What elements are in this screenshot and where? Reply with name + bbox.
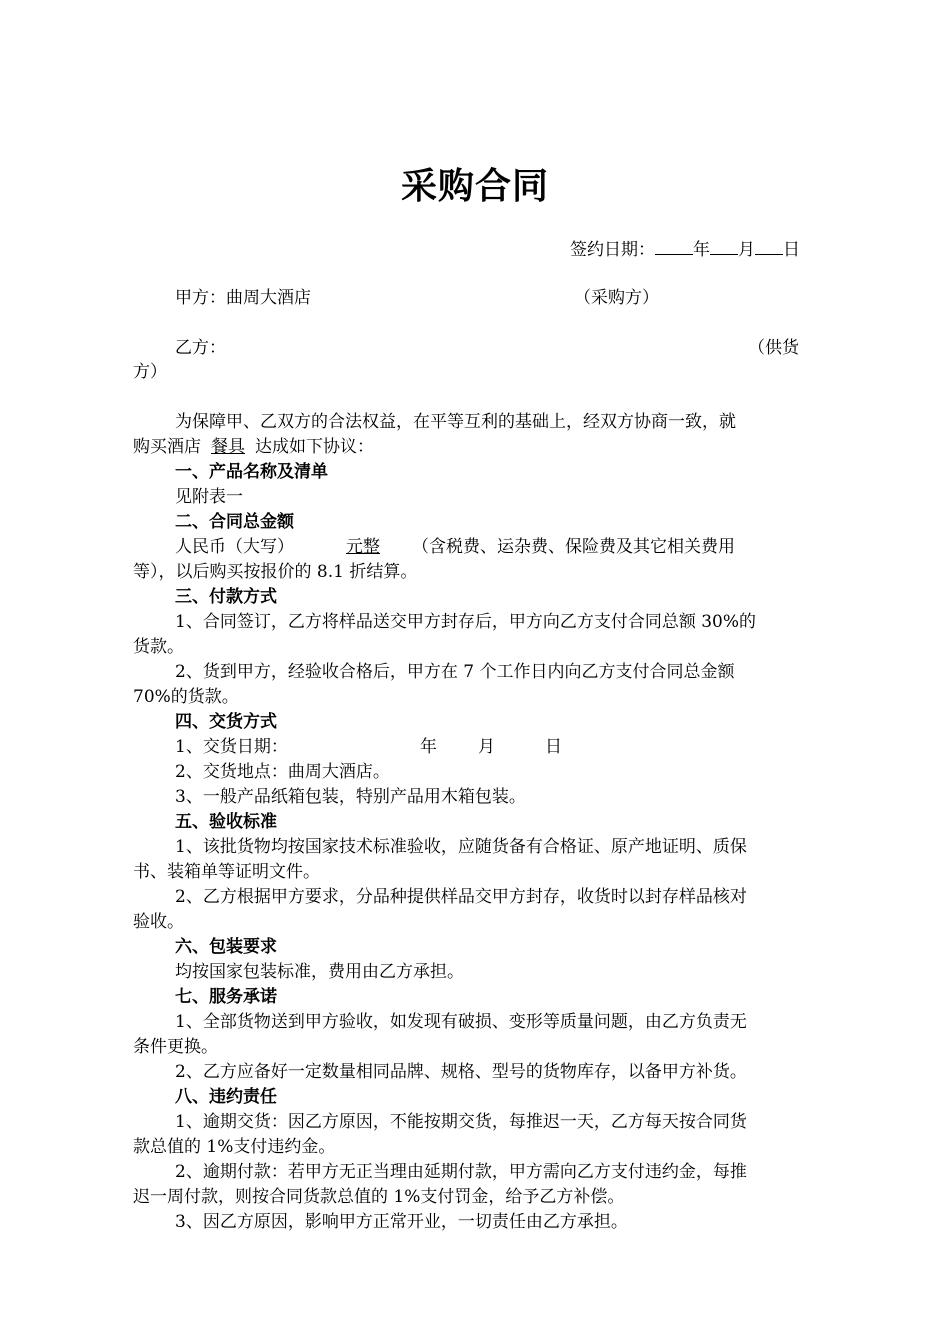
intro-item: 餐具: [211, 437, 245, 457]
section-8-heading: 八、违约责任: [175, 1087, 277, 1107]
section-4-item-3: 3、一般产品纸箱包装，特别产品用木箱包装。: [175, 787, 526, 807]
section-8-p2-line-1: 2、逾期付款：若甲方无正当理由延期付款，甲方需向乙方支付违约金，每推: [175, 1162, 747, 1182]
section-4-heading: 四、交货方式: [175, 712, 277, 732]
section-3-p2-line-2: 70%的货款。: [133, 687, 239, 707]
intro-line-2: [133, 435, 374, 459]
sign-month-blank: [710, 236, 738, 255]
section-7-heading: 七、服务承诺: [175, 987, 277, 1007]
section-7-p1-line-1: 1、全部货物送到甲方验收，如发现有破损、变形等质量问题，由乙方负责无: [175, 1012, 747, 1032]
section-5-p1-line-1: 1、该批货物均按国家技术标准验收，应随货备有合格证、原产地证明、质保: [175, 837, 747, 857]
section-3-p1-line-2: 货款。: [133, 637, 184, 657]
sign-month: 月: [738, 240, 755, 260]
section-8-p1-line-1: 1、逾期交货：因乙方原因，不能按期交货，每推迟一天，乙方每天按合同货: [175, 1112, 747, 1132]
intro-suffix: 达成如下协议：: [255, 437, 374, 457]
intro-line-1: 为保障甲、乙双方的合法权益，在平等互利的基础上，经双方协商一致，就: [175, 412, 736, 432]
delivery-month: 月: [478, 737, 495, 757]
amount-suffix: （含税费、运杂费、保险费及其它相关费用: [412, 537, 735, 557]
section-7-p2: 2、乙方应备好一定数量相同品牌、规格、型号的货物库存，以备甲方补货。: [175, 1062, 747, 1082]
section-8-p3: 3、因乙方原因，影响甲方正常开业，一切责任由乙方承担。: [175, 1212, 628, 1232]
intro-prefix: 购买酒店: [133, 437, 201, 457]
sign-year: 年: [693, 240, 710, 260]
section-4-item-2: 2、交货地点：曲周大酒店。: [175, 762, 390, 782]
section-2-line-1: [175, 535, 735, 559]
section-5-heading: 五、验收标准: [175, 812, 277, 832]
sign-day: 日: [783, 240, 800, 260]
delivery-date-label: 1、交货日期：: [175, 737, 288, 757]
section-2-heading: 二、合同总金额: [175, 512, 294, 532]
delivery-year: 年: [420, 737, 437, 757]
section-3-p1-line-1: 1、合同签订，乙方将样品送交甲方封存后，甲方向乙方支付合同总额 30%的: [175, 612, 757, 632]
document-title: 采购合同: [400, 166, 549, 207]
section-8-p1-line-2: 款总值的 1%支付违约金。: [133, 1137, 336, 1157]
section-5-p1-line-2: 书、装箱单等证明文件。: [133, 862, 320, 882]
section-5-p2-line-2: 验收。: [133, 912, 184, 932]
sign-year-blank: [655, 236, 693, 255]
section-1-heading: 一、产品名称及清单: [175, 462, 328, 482]
sign-date-label: 签约日期：: [570, 240, 655, 260]
section-6-heading: 六、包装要求: [175, 937, 277, 957]
delivery-day: 日: [545, 737, 562, 757]
section-3-heading: 三、付款方式: [175, 587, 277, 607]
party-b-role-end: 方）: [133, 362, 167, 382]
sign-date: [570, 236, 800, 262]
section-7-p1-line-2: 条件更换。: [133, 1037, 218, 1057]
party-a-role: （采购方）: [574, 288, 659, 308]
section-3-p2-line-1: 2、货到甲方，经验收合格后，甲方在 7 个工作日内向乙方支付合同总金额: [175, 662, 735, 682]
section-5-p2-line-1: 2、乙方根据甲方要求，分品种提供样品交甲方封存，收货时以封存样品核对: [175, 887, 747, 907]
amount-value: 元整: [346, 537, 380, 557]
section-6-body: 均按国家包装标准，费用由乙方承担。: [175, 962, 464, 982]
party-b-role-start: （供货: [748, 338, 799, 358]
section-8-p2-line-2: 迟一周付款，则按合同货款总值的 1%支付罚金，给予乙方补偿。: [133, 1187, 625, 1207]
party-b-name: 乙方：: [175, 338, 226, 358]
amount-prefix: 人民币（大写）: [175, 537, 294, 557]
sign-day-blank: [755, 236, 783, 255]
section-1-body: 见附表一: [175, 487, 243, 507]
party-a-name: 甲方：曲周大酒店: [175, 288, 311, 308]
section-2-line-2: 等），以后购买按报价的 8.1 折结算。: [133, 562, 418, 582]
